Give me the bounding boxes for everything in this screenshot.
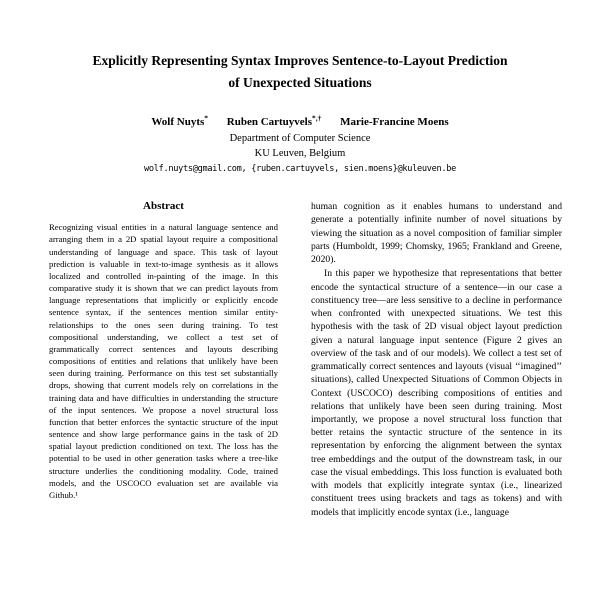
left-column bbox=[38, 200, 289, 501]
two-column-body bbox=[38, 200, 562, 519]
author-line bbox=[38, 113, 562, 128]
abstract-heading: Abstract bbox=[143, 200, 184, 213]
affiliation-department: Department of Computer Science bbox=[229, 132, 371, 144]
right-column bbox=[311, 200, 562, 519]
affiliation-institution: KU Leuven, Belgium bbox=[254, 147, 346, 159]
author-1-mark: * bbox=[204, 113, 209, 123]
paper-title-line-2: of Unexpected Situations bbox=[228, 74, 372, 90]
author-emails: wolf.nuyts@gmail.com, {ruben.cartuyvels, sien.moens}@kuleuven.be bbox=[144, 164, 456, 175]
author-2-mark: *,† bbox=[312, 113, 322, 123]
author-2 bbox=[226, 113, 322, 128]
author-1 bbox=[151, 113, 209, 128]
body-paragraph-2: In this paper we hypothesize that representations that better encode the syntactical structure of a sentence—in our case a constituency tree—are less sensitive to a decline in performance when confronted with unexpected situations. We test this hypothesis with the task of 2D visual object layout prediction given a natural language input sentence (Figure 2 gives an overview of the task and of our models). We collect a test set of grammatically correct sentences and layouts (visual ‘‘imagined’’ situations), called Unexpected Situations of Common Objects in Context (USCOCO) describing compositions of entities and relations that unlikely have been seen during training. Most importantly, we propose a novel structural loss function that better retains the syntactic structure of the sentence in its representation by enforcing the alignment between the syntax tree embeddings and the output of the downstream task, in our case the visual embeddings. This loss function is evaluated both with models that explicitly integrate syntax (i.e., linearized constituent trees using brackets and tags as tokens) and with models that implicitly encode syntax (i.e., language bbox=[311, 268, 562, 518]
body-paragraph-1: human cognition as it enables humans to understand and generate a potentially infinite number of novel situations by viewing the situation as a novel composition of familiar simpler parts (Humboldt, 1999; Chomsky, 1965; Frankland and Greene, 2020). bbox=[311, 201, 562, 266]
author-2-name: Ruben Cartuyvels bbox=[226, 115, 313, 128]
author-3-name: Marie-Francine Moens bbox=[340, 115, 449, 128]
author-3 bbox=[340, 116, 448, 128]
paper-title bbox=[56, 50, 544, 93]
paper-title-line-1: Explicitly Representing Syntax Improves Sentence-to-Layout Prediction bbox=[92, 53, 508, 68]
author-1-name: Wolf Nuyts bbox=[151, 115, 205, 128]
abstract-text: Recognizing visual entities in a natural language sentence and arranging them in a 2D spatial layout require a compositional understanding of language and space. This task of layout prediction is valuable in text-to-image synthesis as it allows localized and controlled in-painting of the image. In this comparative study it is shown that we can predict layouts from language representations that implicitly or explicitly encode sentence syntax, if the sentences mention similar entity-relationships to the ones seen during training. To test compositional understanding, we collect a test set of grammatically correct sentences and layouts describing compositions of entities and relations that unlikely have been seen during training. Performance on this test set substantially drops, showing that current models rely on correlations in the training data and have difficulties in understanding the structure of the input sentences. We propose a novel structural loss function that better enforces the syntactic structure of the input sentence and show large performance gains in the task of 2D spatial layout prediction conditioned on text. The loss has the potential to be used in other generation tasks where a tree-like structure underlies the conditioning modality. Code, trained models, and the USCOCO evaluation set are available via Github.¹ bbox=[49, 222, 278, 500]
